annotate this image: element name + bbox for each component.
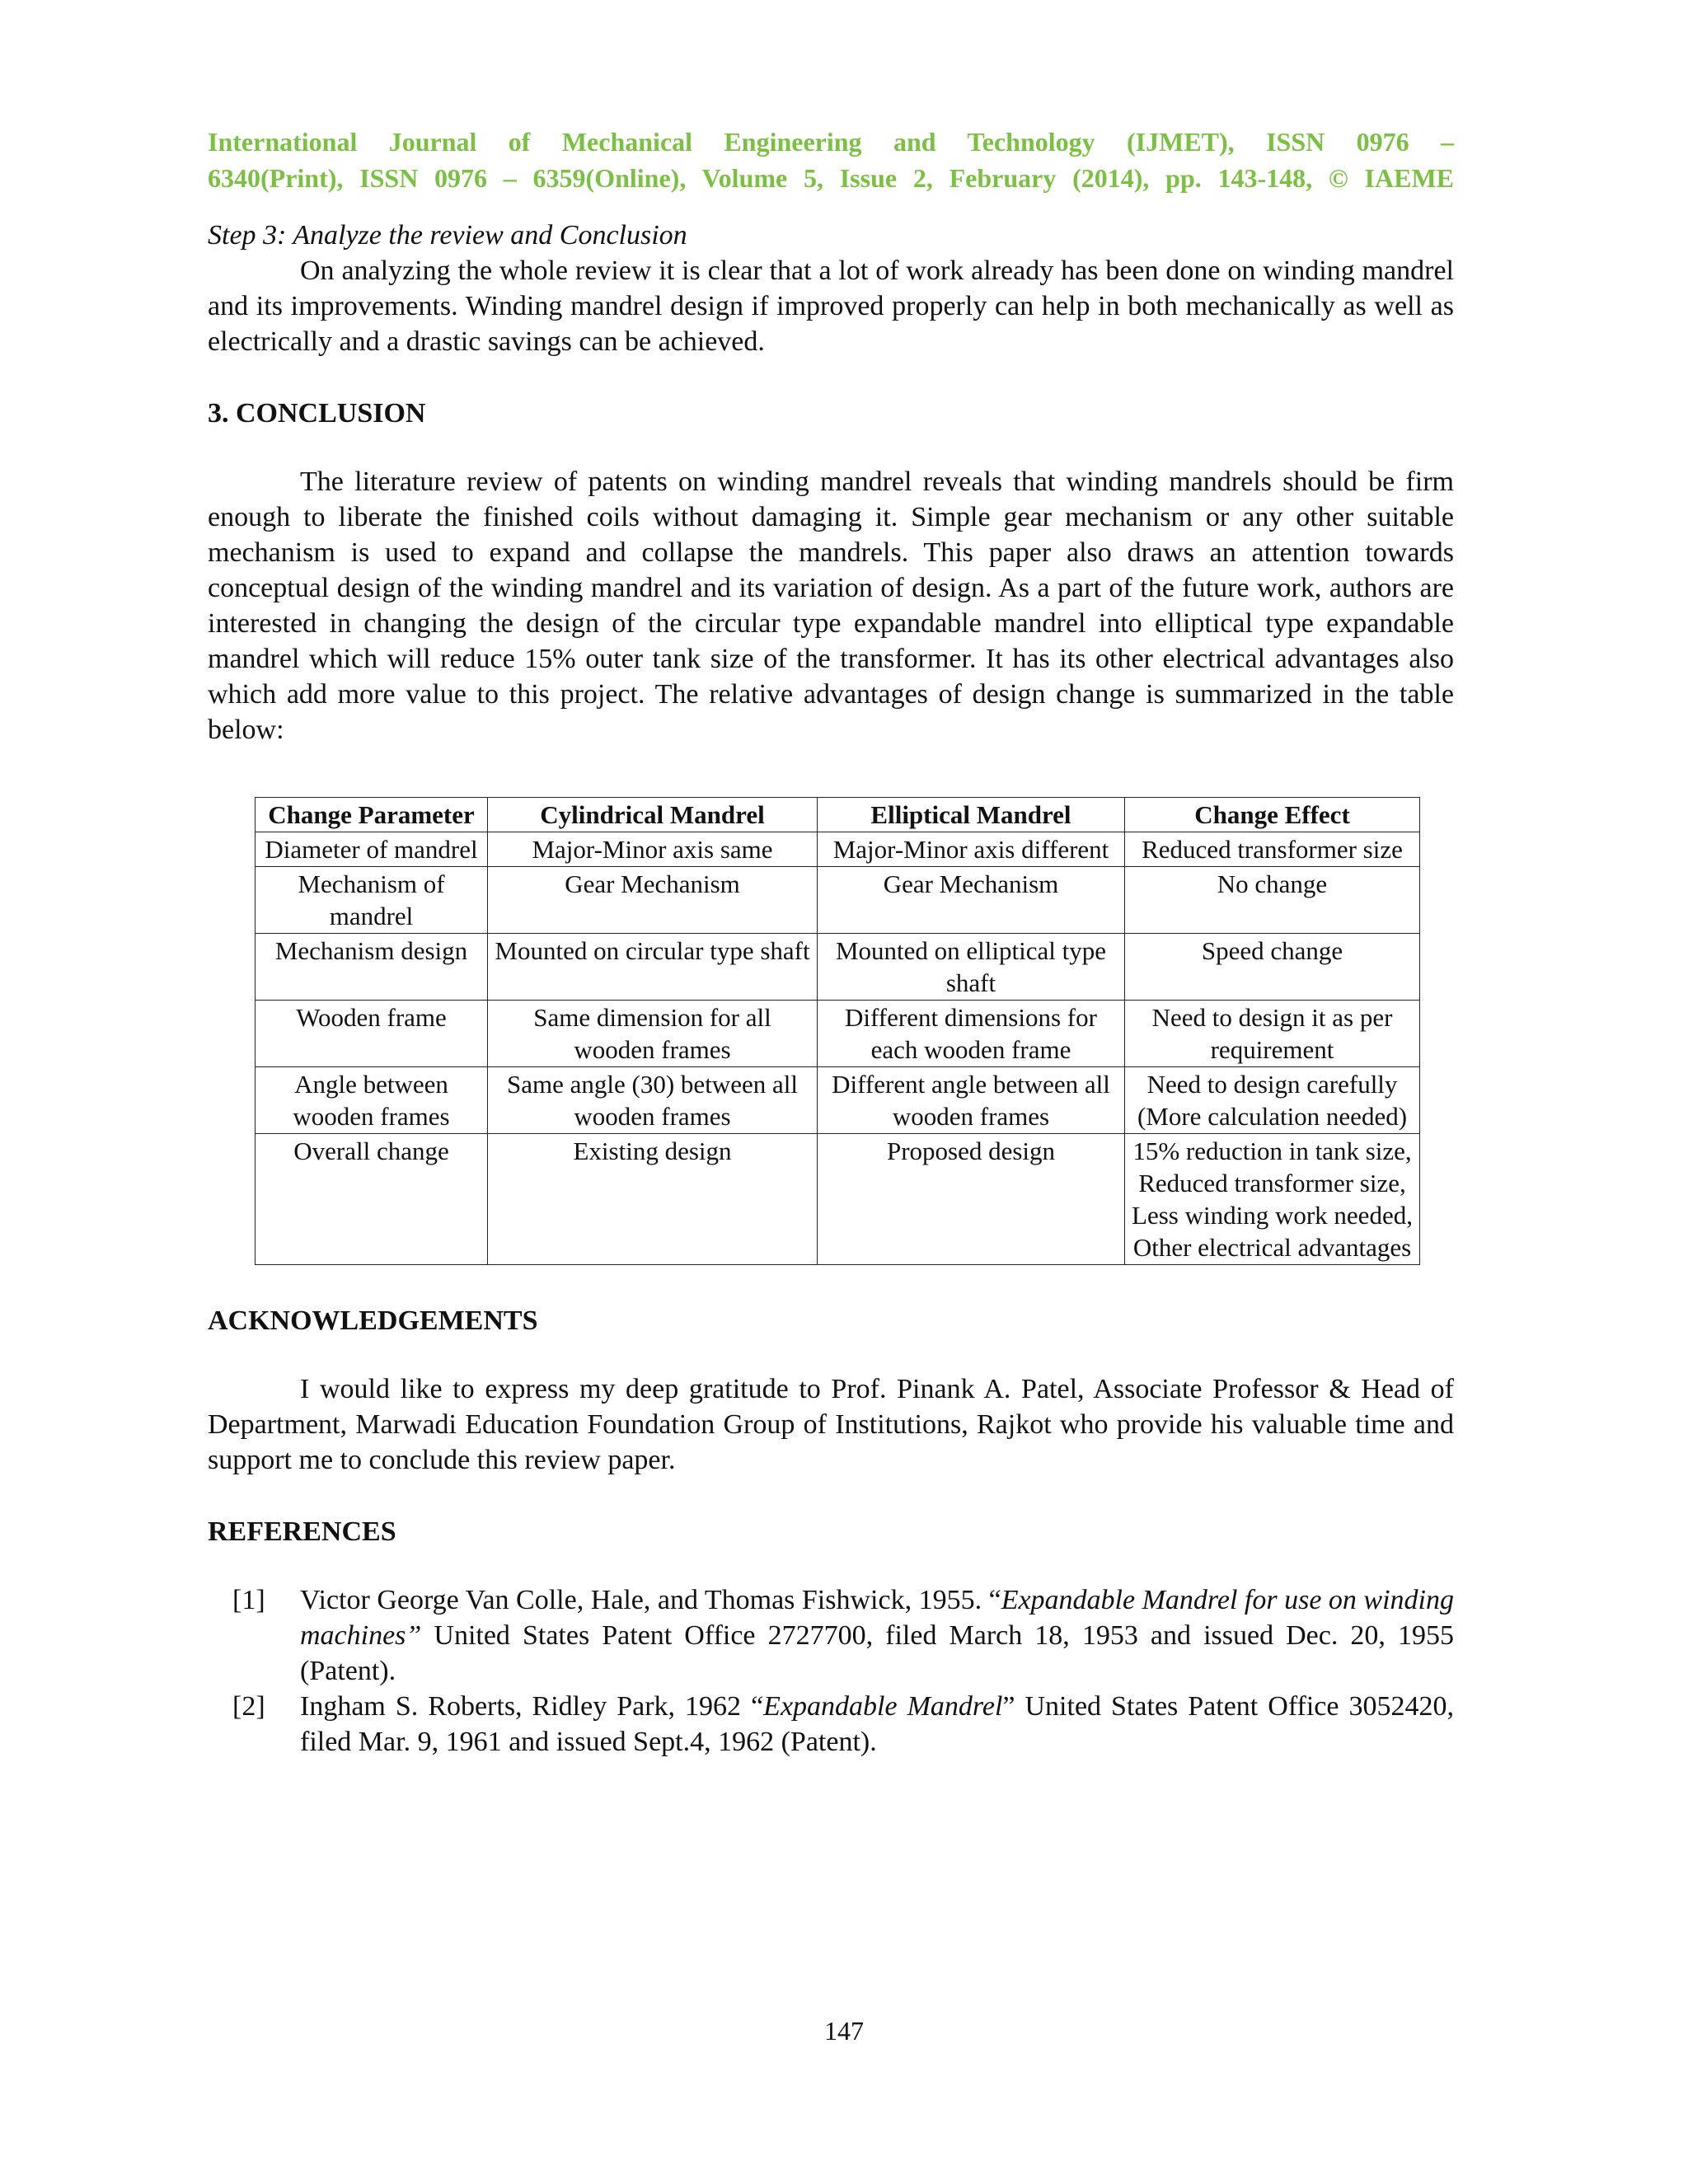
table-cell: Diameter of mandrel: [256, 832, 488, 867]
table-cell: Same dimension for all wooden frames: [488, 1001, 818, 1067]
table-row: [256, 867, 1420, 934]
reference-item: [208, 1582, 1454, 1689]
reference-number: [2]: [232, 1691, 265, 1722]
table-cell: Proposed design: [818, 1134, 1125, 1265]
journal-header-line2: 6340(Print), ISSN 0976 – 6359(Online), Volume 5, Issue 2, February (2014), pp. 143-148, © IAEME: [208, 163, 1454, 193]
table-cell: Mechanism design: [256, 934, 488, 1001]
page-content: [208, 124, 1454, 1760]
table-row: [256, 1001, 1420, 1067]
table-header-row: [256, 798, 1420, 832]
effect-line: Other electrical advantages: [1132, 1233, 1412, 1262]
table-header-cell: Change Parameter: [256, 798, 488, 832]
table-cell: Gear Mechanism: [488, 867, 818, 934]
journal-header-line1: International Journal of Mechanical Engineering and Technology (IJMET), ISSN 0976 –: [208, 127, 1454, 157]
reference-item: [208, 1689, 1454, 1760]
table-cell: Major-Minor axis same: [488, 832, 818, 867]
references-list: [208, 1582, 1454, 1760]
effect-line: Reduced transformer size,: [1138, 1169, 1406, 1197]
reference-pre: Ingham S. Roberts, Ridley Park, 1962 “: [300, 1691, 764, 1722]
table-cell: Different angle between all wooden frames: [818, 1067, 1125, 1134]
table-cell: Need to design it as per requirement: [1125, 1001, 1420, 1067]
table-row: [256, 1134, 1420, 1265]
reference-title: Expandable Mandrel: [763, 1691, 1003, 1722]
table-cell: Existing design: [488, 1134, 818, 1265]
comparison-table: [255, 797, 1420, 1265]
table-header-cell: Cylindrical Mandrel: [488, 798, 818, 832]
table-cell: Mounted on elliptical type shaft: [818, 934, 1125, 1001]
table-row: [256, 1067, 1420, 1134]
table-cell: Major-Minor axis different: [818, 832, 1125, 867]
table-cell-overall-effect: [1125, 1134, 1420, 1265]
reference-number: [1]: [232, 1585, 265, 1615]
conclusion-heading: 3. CONCLUSION: [208, 398, 426, 429]
table-cell: Angle between wooden frames: [256, 1067, 488, 1134]
reference-text: [300, 1582, 1454, 1689]
table-row: [256, 832, 1420, 867]
table-cell: Speed change: [1125, 934, 1420, 1001]
table-header-cell: Change Effect: [1125, 798, 1420, 832]
reference-title: Expandable Mandrel for use on winding machines”: [300, 1585, 1455, 1651]
journal-header: [208, 124, 1454, 196]
effect-line: 15% reduction in tank size,: [1132, 1137, 1412, 1165]
effect-line: Less winding work needed,: [1132, 1201, 1413, 1230]
step3-heading: Step 3: Analyze the review and Conclusion: [208, 220, 687, 251]
table-cell: Need to design carefully (More calculation needed): [1125, 1067, 1420, 1134]
reference-post: ” United States Patent Office 3052420, filed Mar. 9, 1961 and issued Sept.4, 1962 (Patent).: [300, 1691, 1454, 1757]
reference-pre: Victor George Van Colle, Hale, and Thomas Fishwick, 1955. “: [300, 1585, 1001, 1615]
acknowledgements-paragraph: I would like to express my deep gratitude to Prof. Pinank A. Patel, Associate Professor & Head of Department, Marwadi Education Foundation Group of Institutions, Rajkot who provide his valuable time and support me to conclude this review paper.: [208, 1374, 1454, 1475]
table-row: [256, 934, 1420, 1001]
table-cell: Different dimensions for each wooden frame: [818, 1001, 1125, 1067]
acknowledgements-heading: ACKNOWLEDGEMENTS: [208, 1305, 538, 1336]
table-cell: Gear Mechanism: [818, 867, 1125, 934]
reference-text: [300, 1689, 1454, 1760]
table-cell: Wooden frame: [256, 1001, 488, 1067]
table-cell: Reduced transformer size: [1125, 832, 1420, 867]
table-cell: Mounted on circular type shaft: [488, 934, 818, 1001]
table-cell: Same angle (30) between all wooden frames: [488, 1067, 818, 1134]
table-cell: Mechanism of mandrel: [256, 867, 488, 934]
table-cell: No change: [1125, 867, 1420, 934]
table-header-cell: Elliptical Mandrel: [818, 798, 1125, 832]
step3-paragraph: On analyzing the whole review it is clear that a lot of work already has been done on winding mandrel and its improvements. Winding mandrel design if improved properly can help in both mechanically as well as electrically and a drastic savings can be achieved.: [208, 255, 1454, 357]
reference-post: United States Patent Office 2727700, filed March 18, 1953 and issued Dec. 20, 1955 (Patent).: [300, 1620, 1454, 1686]
page-number: 147: [824, 2016, 864, 2046]
references-heading: REFERENCES: [208, 1516, 396, 1547]
table-cell: Overall change: [256, 1134, 488, 1265]
conclusion-paragraph: The literature review of patents on winding mandrel reveals that winding mandrels should be firm enough to liberate the finished coils without damaging it. Simple gear mechanism or any other suitable mechanism is used to expand and collapse the mandrels. This paper also draws an attention towards conceptual design of the winding mandrel and its variation of design. As a part of the future work, authors are interested in changing the design of the circular type expandable mandrel into elliptical type expandable mandrel which will reduce 15% outer tank size of the transformer. It has its other electrical advantages also which add more value to this project. The relative advantages of design change is summarized in the table below:: [208, 466, 1454, 745]
